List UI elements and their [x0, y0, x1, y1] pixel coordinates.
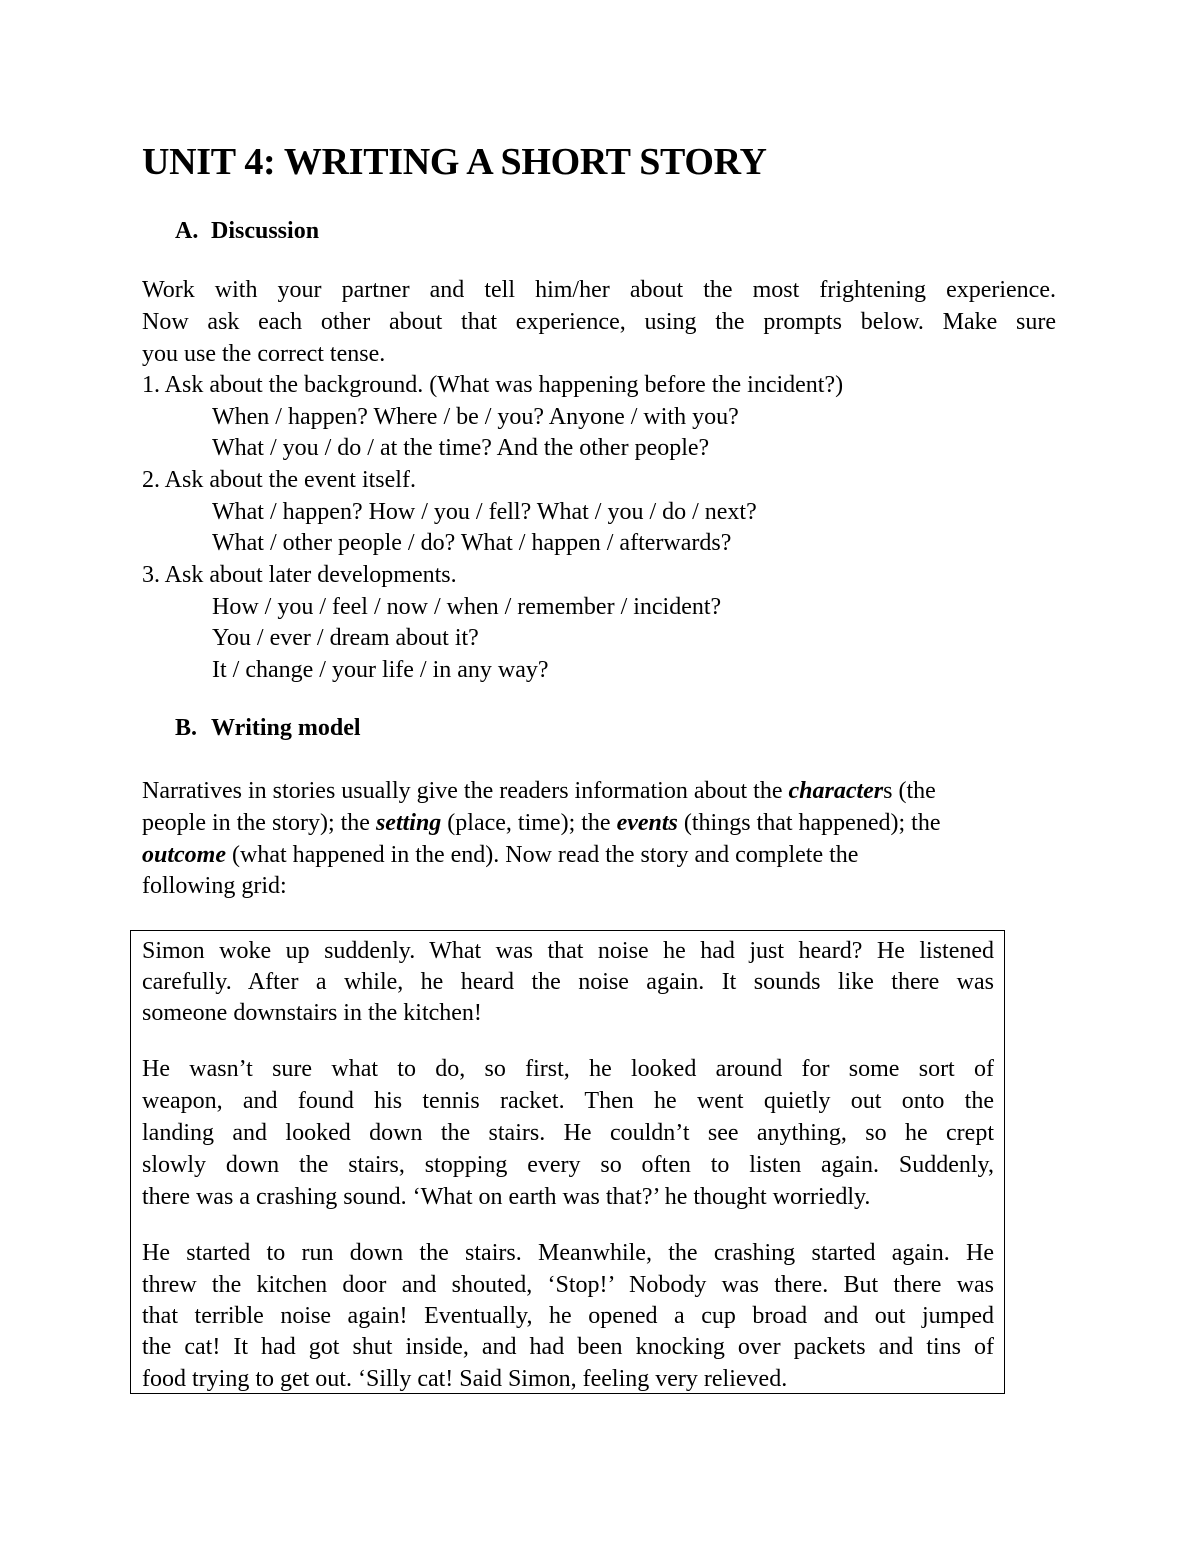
story-line: Simon woke up suddenly. What was that noise he had just heard? He listened [142, 938, 994, 964]
story-line: carefully. After a while, he heard the noise again. It sounds like there was [142, 969, 994, 995]
section-b-intro-line [142, 807, 940, 839]
section-b-intro-line: following grid: [142, 873, 287, 899]
story-line: slowly down the stairs, stopping every so often to listen again. Suddenly, [142, 1152, 994, 1178]
term-events: events [616, 810, 678, 836]
story-line: He wasn’t sure what to do, so first, he looked around for some sort of [142, 1056, 994, 1082]
intro-text: (things that happened); the [677, 810, 941, 836]
list-item-prompt: What / happen? How / you / fell? What / you / do / next? [212, 499, 757, 525]
intro-text: Narratives in stories usually give the readers information about the [142, 778, 789, 804]
section-a-intro-line: you use the correct tense. [142, 341, 386, 367]
list-item-prompt: When / happen? Where / be / you? Anyone / with you? [212, 404, 739, 430]
page-title: UNIT 4: WRITING A SHORT STORY [142, 141, 767, 183]
section-a-title: Discussion [211, 218, 320, 244]
list-item-prompt: What / other people / do? What / happen / afterwards? [212, 530, 732, 556]
section-b-intro-line [142, 775, 936, 807]
story-line: there was a crashing sound. ‘What on earth was that?’ he thought worriedly. [142, 1184, 871, 1210]
story-line: He started to run down the stairs. Meanwhile, the crashing started again. He [142, 1240, 994, 1266]
story-line: threw the kitchen door and shouted, ‘Stop!’ Nobody was there. But there was [142, 1272, 994, 1298]
story-line: landing and looked down the stairs. He couldn’t see anything, so he crept [142, 1120, 994, 1146]
list-item-prompt: You / ever / dream about it? [212, 625, 479, 651]
story-line: food trying to get out. ‘Silly cat! Said Simon, feeling very relieved. [142, 1366, 788, 1392]
list-item-prompt: What / you / do / at the time? And the other people? [212, 435, 710, 461]
list-item-prompt: It / change / your life / in any way? [212, 657, 549, 683]
story-line: someone downstairs in the kitchen! [142, 1000, 482, 1026]
term-outcome: outcome [142, 842, 226, 868]
section-b-title: Writing model [211, 715, 361, 741]
list-item-label: 1. Ask about the background. (What was happening before the incident?) [142, 372, 844, 398]
story-line: the cat! It had got shut inside, and had been knocking over packets and tins of [142, 1334, 994, 1360]
section-a-intro-line: Work with your partner and tell him/her about the most frightening experience. [142, 277, 1056, 303]
section-a-intro-line: Now ask each other about that experience, using the prompts below. Make sure [142, 309, 1056, 335]
intro-text: (place, time); the [441, 810, 617, 836]
term-setting: setting [375, 810, 442, 836]
list-item-label: 2. Ask about the event itself. [142, 467, 416, 493]
section-b-letter: B. [175, 715, 198, 741]
section-b-intro-line [142, 839, 858, 871]
term-characters: character [788, 778, 884, 804]
list-item-label: 3. Ask about later developments. [142, 562, 457, 588]
section-b-heading [175, 715, 361, 742]
intro-text: (what happened in the end). Now read the story and complete the [226, 842, 859, 868]
list-item-prompt: How / you / feel / now / when / remember / incident? [212, 594, 722, 620]
section-a-heading [175, 218, 319, 245]
section-a-letter: A. [175, 218, 199, 244]
story-line: that terrible noise again! Eventually, he opened a cup broad and out jumped [142, 1303, 994, 1329]
story-line: weapon, and found his tennis racket. Then he went quietly out onto the [142, 1088, 994, 1114]
intro-text: s (the [883, 778, 936, 804]
intro-text: people in the story); the [142, 810, 376, 836]
